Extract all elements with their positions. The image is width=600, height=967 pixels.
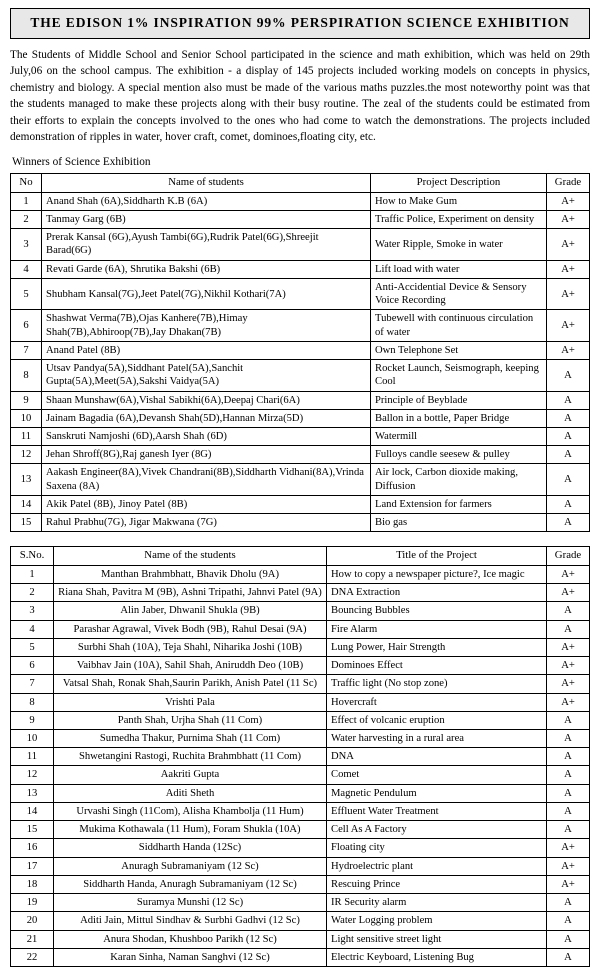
table-row [11,821,590,839]
cell-project: IR Security alarm [327,894,547,912]
cell-student-names: Karan Sinha, Naman Sanghvi (12 Sc) [54,948,327,966]
table-header-row [11,174,590,192]
cell-no: 9 [11,711,54,729]
cell-project: DNA [327,748,547,766]
cell-student-names: Sanskruti Namjoshi (6D),Aarsh Shah (6D) [42,428,371,446]
table-row [11,730,590,748]
cell-student-names: Urvashi Singh (11Com), Alisha Khambolja (11 Hum) [54,802,327,820]
cell-student-names: Sumedha Thakur, Purnima Shah (11 Com) [54,730,327,748]
cell-student-names: Utsav Pandya(5A),Siddhant Patel(5A),Sanchit Gupta(5A),Meet(5A),Sakshi Vaidya(5A) [42,360,371,391]
cell-no: 4 [11,260,42,278]
cell-student-names: Siddharth Handa, Anuragh Subramaniyam (12 Sc) [54,875,327,893]
cell-project: Cell As A Factory [327,821,547,839]
cell-student-names: Vatsal Shah, Ronak Shah,Saurin Parikh, Anish Patel (11 Sc) [54,675,327,693]
intro-paragraph: The Students of Middle School and Senior School participated in the science and math exhibition, which was held on 29th July,06 on the school campus. The exhibition - a display of 145 projects included working models on concepts in physics, chemistry and biology. A special mention also must be made of the various maths puzzles.the most noteworthy point was that the students managed to make these projects along with their busy routine. The zeal of the students could be estimated from their efforts to explain the concepts involved to the ones who had come to watch the demonstrations. The projects included demonstration of ripples in water, hover craft, comet, dominoes,floating city, etc. [10,49,590,143]
cell-project: Fulloys candle seesew & pulley [371,446,547,464]
cell-grade: A [547,802,590,820]
cell-no: 8 [11,360,42,391]
table-row [11,341,590,359]
document-title-bar [10,8,590,39]
cell-project: How to copy a newspaper picture?, Ice magic [327,565,547,583]
table-row [11,260,590,278]
cell-no: 1 [11,192,42,210]
cell-no: 14 [11,495,42,513]
cell-grade: A [547,894,590,912]
cell-student-names: Vrishti Pala [54,693,327,711]
cell-project: Magnetic Pendulum [327,784,547,802]
cell-student-names: Aakash Engineer(8A),Vivek Chandrani(8B),Siddharth Vidhani(8A),Vrinda Saxena (8A) [42,464,371,495]
cell-project: Comet [327,766,547,784]
cell-student-names: Jainam Bagadia (6A),Devansh Shah(5D),Hannan Mirza(5D) [42,409,371,427]
table-row [11,657,590,675]
cell-student-names: Shaan Munshaw(6A),Vishal Sabikhi(6A),Deepaj Chari(6A) [42,391,371,409]
cell-no: 14 [11,802,54,820]
cell-no: 22 [11,948,54,966]
cell-student-names: Anura Shodan, Khushboo Parikh (12 Sc) [54,930,327,948]
cell-student-names: Shwetangini Rastogi, Ruchita Brahmbhatt (11 Com) [54,748,327,766]
cell-student-names: Manthan Brahmbhatt, Bhavik Dholu (9A) [54,565,327,583]
table-row [11,894,590,912]
cell-grade: A+ [547,675,590,693]
table-row [11,802,590,820]
cell-no: 2 [11,584,54,602]
cell-project: Traffic Police, Experiment on density [371,210,547,228]
cell-no: 4 [11,620,54,638]
column-header-names: Name of students [42,174,371,192]
cell-no: 17 [11,857,54,875]
cell-project: How to Make Gum [371,192,547,210]
table-row [11,620,590,638]
table-row [11,638,590,656]
cell-grade: A+ [547,310,590,341]
cell-project: Electric Keyboard, Listening Bug [327,948,547,966]
cell-student-names: Surbhi Shah (10A), Teja Shahl, Niharika Joshi (10B) [54,638,327,656]
cell-grade: A [547,930,590,948]
cell-no: 8 [11,693,54,711]
cell-student-names: Suramya Munshi (12 Sc) [54,894,327,912]
cell-student-names: Mukima Kothawala (11 Hum), Foram Shukla (10A) [54,821,327,839]
table-row [11,711,590,729]
cell-no: 19 [11,894,54,912]
cell-grade: A [547,912,590,930]
cell-student-names: Shubham Kansal(7G),Jeet Patel(7G),Nikhil Kothari(7A) [42,278,371,309]
cell-grade: A+ [547,875,590,893]
cell-grade: A [547,602,590,620]
table-row [11,839,590,857]
cell-project: Effluent Water Treatment [327,802,547,820]
cell-student-names: Panth Shah, Urjha Shah (11 Com) [54,711,327,729]
cell-project: Dominoes Effect [327,657,547,675]
cell-student-names: Anand Patel (8B) [42,341,371,359]
cell-no: 12 [11,446,42,464]
cell-no: 9 [11,391,42,409]
column-header-names: Name of the students [54,547,327,565]
cell-grade: A+ [547,584,590,602]
winners-table-senior-school [10,546,590,967]
table-row [11,766,590,784]
cell-grade: A [547,428,590,446]
cell-grade: A+ [547,260,590,278]
table-row [11,930,590,948]
column-header-project: Title of the Project [327,547,547,565]
cell-student-names: Anuragh Subramaniyam (12 Sc) [54,857,327,875]
cell-no: 1 [11,565,54,583]
cell-no: 11 [11,428,42,446]
winners-table-middle-school [10,173,590,532]
cell-project: Own Telephone Set [371,341,547,359]
cell-student-names: Siddharth Handa (12Sc) [54,839,327,857]
cell-project: Water Logging problem [327,912,547,930]
cell-project: Anti-Accidential Device & Sensory Voice Recording [371,278,547,309]
cell-project: Water Ripple, Smoke in water [371,229,547,260]
cell-grade: A+ [547,341,590,359]
cell-student-names: Parashar Agrawal, Vivek Bodh (9B), Rahul Desai (9A) [54,620,327,638]
cell-no: 3 [11,229,42,260]
cell-grade: A [547,730,590,748]
cell-project: Effect of volcanic eruption [327,711,547,729]
cell-project: Fire Alarm [327,620,547,638]
table-row [11,948,590,966]
cell-grade: A [547,821,590,839]
cell-no: 21 [11,930,54,948]
cell-no: 15 [11,821,54,839]
cell-grade: A+ [547,192,590,210]
table-row [11,229,590,260]
table-row [11,495,590,513]
cell-no: 2 [11,210,42,228]
cell-grade: A [547,391,590,409]
cell-no: 5 [11,278,42,309]
cell-no: 6 [11,310,42,341]
table-row [11,409,590,427]
table-row [11,675,590,693]
cell-no: 10 [11,409,42,427]
cell-no: 5 [11,638,54,656]
cell-project: Water harvesting in a rural area [327,730,547,748]
cell-student-names: Revati Garde (6A), Shrutika Bakshi (6B) [42,260,371,278]
cell-grade: A+ [547,210,590,228]
cell-project: Watermill [371,428,547,446]
cell-grade: A [547,464,590,495]
cell-no: 20 [11,912,54,930]
cell-project: DNA Extraction [327,584,547,602]
cell-student-names: Riana Shah, Pavitra M (9B), Ashni Tripathi, Jahnvi Patel (9A) [54,584,327,602]
cell-project: Ballon in a bottle, Paper Bridge [371,409,547,427]
cell-project: Rocket Launch, Seismograph, keeping Cool [371,360,547,391]
column-header-grade: Grade [547,174,590,192]
cell-no: 6 [11,657,54,675]
cell-no: 18 [11,875,54,893]
cell-grade: A [547,766,590,784]
column-header-grade: Grade [547,547,590,565]
cell-grade: A+ [547,565,590,583]
cell-project: Floating city [327,839,547,857]
cell-student-names: Shashwat Verma(7B),Ojas Kanhere(7B),Himay Shah(7B),Abhiroop(7B),Jay Dhakan(7B) [42,310,371,341]
cell-grade: A [547,711,590,729]
cell-student-names: Tanmay Garg (6B) [42,210,371,228]
cell-project: Land Extension for farmers [371,495,547,513]
table-row [11,693,590,711]
cell-no: 7 [11,675,54,693]
cell-project: Light sensitive street light [327,930,547,948]
table-row [11,360,590,391]
column-header-project: Project Description [371,174,547,192]
table-row [11,278,590,309]
cell-grade: A [547,446,590,464]
cell-student-names: Prerak Kansal (6G),Ayush Tambi(6G),Rudrik Patel(6G),Shreejit Barad(6G) [42,229,371,260]
table-row [11,391,590,409]
cell-grade: A [547,409,590,427]
cell-student-names: Akik Patel (8B), Jinoy Patel (8B) [42,495,371,513]
table-row [11,565,590,583]
cell-grade: A [547,360,590,391]
cell-no: 16 [11,839,54,857]
table-row [11,446,590,464]
cell-no: 13 [11,464,42,495]
cell-project: Rescuing Prince [327,875,547,893]
table-row [11,875,590,893]
table-spacer [10,532,590,546]
table-row [11,784,590,802]
cell-grade: A [547,514,590,532]
table-row [11,514,590,532]
cell-project: Bouncing Bubbles [327,602,547,620]
table-row [11,748,590,766]
table-row [11,428,590,446]
cell-student-names: Aditi Jain, Mittul Sindhav & Surbhi Gadhvi (12 Sc) [54,912,327,930]
cell-project: Traffic light (No stop zone) [327,675,547,693]
cell-grade: A+ [547,657,590,675]
cell-student-names: Vaibhav Jain (10A), Sahil Shah, Aniruddh Deo (10B) [54,657,327,675]
cell-no: 10 [11,730,54,748]
section-heading: Winners of Science Exhibition [12,156,151,169]
cell-student-names: Anand Shah (6A),Siddharth K.B (6A) [42,192,371,210]
cell-project: Tubewell with continuous circulation of water [371,310,547,341]
table-row [11,912,590,930]
cell-no: 12 [11,766,54,784]
table-row [11,602,590,620]
cell-grade: A+ [547,278,590,309]
cell-grade: A [547,495,590,513]
cell-grade: A+ [547,229,590,260]
table-row [11,310,590,341]
cell-no: 7 [11,341,42,359]
table-row [11,192,590,210]
cell-grade: A [547,784,590,802]
cell-grade: A [547,748,590,766]
cell-project: Air lock, Carbon dioxide making, Diffusion [371,464,547,495]
cell-project: Principle of Beyblade [371,391,547,409]
cell-student-names: Jehan Shroff(8G),Raj ganesh Iyer (8G) [42,446,371,464]
cell-grade: A+ [547,638,590,656]
cell-project: Hydroelectric plant [327,857,547,875]
cell-no: 15 [11,514,42,532]
table-row [11,210,590,228]
cell-project: Hovercraft [327,693,547,711]
cell-grade: A+ [547,693,590,711]
page-title: THE EDISON 1% INSPIRATION 99% PERSPIRATION SCIENCE EXHIBITION [30,15,570,30]
table-row [11,584,590,602]
table-row [11,857,590,875]
cell-grade: A [547,620,590,638]
cell-grade: A+ [547,839,590,857]
column-header-sno: S.No. [11,547,54,565]
cell-student-names: Aditi Sheth [54,784,327,802]
cell-project: Lift load with water [371,260,547,278]
cell-grade: A [547,948,590,966]
cell-no: 3 [11,602,54,620]
table-row [11,464,590,495]
cell-project: Lung Power, Hair Strength [327,638,547,656]
cell-student-names: Rahul Prabhu(7G), Jigar Makwana (7G) [42,514,371,532]
cell-no: 11 [11,748,54,766]
cell-no: 13 [11,784,54,802]
cell-project: Bio gas [371,514,547,532]
cell-grade: A+ [547,857,590,875]
table-header-row [11,547,590,565]
cell-student-names: Alin Jaber, Dhwanil Shukla (9B) [54,602,327,620]
column-header-no: No [11,174,42,192]
cell-student-names: Aakriti Gupta [54,766,327,784]
